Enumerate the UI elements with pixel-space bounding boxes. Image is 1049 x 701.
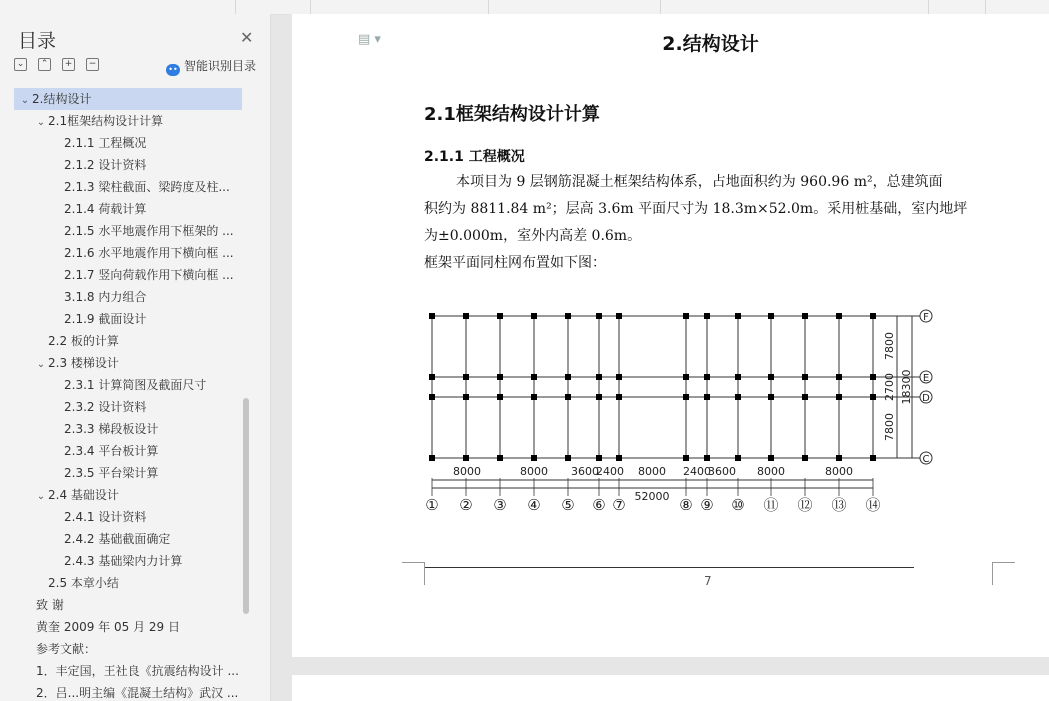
toc-item-label: 黄奎 2009 年 05 月 29 日 [36,620,180,634]
axis-number-bubble: ⑬ [831,496,847,514]
axis-number-bubble: ① [425,496,439,514]
column-marker [596,374,602,380]
axis-number-bubble: ⑭ [865,496,881,514]
toc-item-label: 2.1.6 水平地震作用下横向框 ... [64,246,234,260]
toc-item-label: 2.4.3 基础梁内力计算 [64,554,183,568]
column-marker [531,455,537,461]
axis-number-bubble: ③ [493,496,507,514]
toc-item-label: 2.1.9 截面设计 [64,312,147,326]
column-marker [768,455,774,461]
paragraph-line: 为±0.000m，室外内高差 0.6m。 [424,228,642,244]
column-marker [802,394,808,400]
close-icon[interactable]: ✕ [240,28,254,47]
axis-number-bubble: ⑤ [561,496,575,514]
toc-item-label: 2．吕...明主编《混凝土结构》武汉 ... [36,686,239,700]
column-marker [768,374,774,380]
bay-dimension-label: 2400 [683,465,711,478]
row-span-label: 2700 [883,373,896,401]
column-marker [429,394,435,400]
section-title: 2.1框架结构设计计算 [424,104,600,125]
toc-item-label: 2.1.3 梁柱截面、梁跨度及柱... [64,180,230,194]
column-marker [429,313,435,319]
column-marker [836,374,842,380]
axis-number-bubble: ④ [527,496,541,514]
toc-item-label: 3.1.8 内力组合 [64,290,147,304]
toc-item-label: 1．丰定国，王社良《抗震结构设计 ... [36,664,239,678]
column-marker [683,455,689,461]
row-axis-letter: D [922,393,930,404]
toc-item-label: 2.1框架结构设计计算 [48,114,164,128]
subsection-title: 2.1.1 工程概况 [424,149,525,165]
axis-number-bubble: ⑦ [612,496,626,514]
column-marker [497,455,503,461]
crop-mark [992,562,1015,585]
toc-item-label: 2.1.7 竖向荷载作用下横向框 ... [64,268,234,282]
smart-toc-label: 智能识别目录 [184,59,257,73]
column-marker [735,394,741,400]
column-marker [463,394,469,400]
column-marker [429,374,435,380]
column-marker [802,374,808,380]
bay-dimension-label: 8000 [825,465,853,478]
toc-item-label: 2.3.1 计算简图及截面尺寸 [64,378,207,392]
toc-item-label: 2.4 基础设计 [48,488,119,502]
column-marker [870,313,876,319]
row-axis-letter: C [922,454,930,465]
column-marker [531,394,537,400]
bay-dimension-label: 3600 [708,465,736,478]
bay-dimension-label: 2400 [596,465,624,478]
column-marker [802,455,808,461]
column-marker [616,374,622,380]
column-marker [616,313,622,319]
axis-number-bubble: ② [459,496,473,514]
column-marker [616,394,622,400]
column-marker [870,374,876,380]
column-marker [735,455,741,461]
column-marker [596,455,602,461]
column-marker [565,455,571,461]
column-marker [683,313,689,319]
toc-item-label: 2.5 本章小结 [48,576,119,590]
column-marker [463,374,469,380]
row-axis-letter: F [923,312,929,323]
axis-number-bubble: ⑨ [700,496,714,514]
column-marker [802,313,808,319]
bay-dimension-label: 8000 [453,465,481,478]
total-width-label: 18300 [900,369,913,405]
column-marker [531,374,537,380]
document-icon[interactable]: ▤ ▾ [358,32,381,47]
column-marker [768,313,774,319]
bay-dimension-label: 8000 [638,465,666,478]
chapter-title: 2.结构设计 [662,33,759,55]
column-marker [768,394,774,400]
toc-item-label: 2.1.1 工程概况 [64,136,147,150]
footer-rule [424,567,914,568]
column-marker [870,455,876,461]
column-marker [463,313,469,319]
add-heading-icon[interactable]: + [62,58,75,71]
column-marker [497,374,503,380]
chevron-down-icon[interactable]: ⌄ [36,491,46,502]
column-marker [565,394,571,400]
column-marker [497,394,503,400]
row-span-label: 7800 [883,332,896,360]
column-marker [704,313,710,319]
column-marker [429,455,435,461]
axis-number-bubble: ⑧ [679,496,693,514]
paragraph-line: 积约为 8811.84 m²；层高 3.6m 平面尺寸为 18.3m×52.0m。采用桩基础，室内地坪 [424,201,968,217]
column-marker [497,313,503,319]
row-span-label: 7800 [883,413,896,441]
toc-title: 目录 [18,30,57,52]
bay-dimension-label: 3600 [571,465,599,478]
bay-dimension-label: 8000 [757,465,785,478]
column-marker [565,313,571,319]
toc-item-label: 2.4.1 设计资料 [64,510,147,524]
column-marker [836,313,842,319]
toc-item-label: 2.4.2 基础截面确定 [64,532,171,546]
column-marker [683,374,689,380]
bay-dimension-label: 8000 [520,465,548,478]
column-marker [836,455,842,461]
column-marker [565,374,571,380]
axis-number-bubble: ⑩ [731,496,745,514]
column-marker [616,455,622,461]
chevron-down-icon[interactable]: ⌄ [36,117,46,128]
remove-heading-icon[interactable]: − [86,58,99,71]
row-axis-letter: E [922,373,930,384]
column-marker [596,394,602,400]
column-marker [704,394,710,400]
column-marker [704,455,710,461]
ai-icon: •• [166,64,180,76]
column-marker [596,313,602,319]
toc-item-label: 2.1.4 荷载计算 [64,202,147,216]
paragraph-line: 本项目为 9 层钢筋混凝土框架结构体系，占地面积约为 960.96 m²，总建筑面 [456,174,943,190]
column-marker [735,374,741,380]
column-marker [463,455,469,461]
toc-item-label: 2.2 板的计算 [48,334,119,348]
column-marker [836,394,842,400]
axis-number-bubble: ⑥ [592,496,606,514]
axis-number-bubble: ⑪ [763,496,779,514]
toc-item-label: 2.3 楼梯设计 [48,356,119,370]
column-marker [683,394,689,400]
toc-item-label: 2.1.2 设计资料 [64,158,147,172]
page-number: 7 [704,574,712,588]
column-marker [870,394,876,400]
column-marker [704,374,710,380]
toc-item-label: 2.1.5 水平地震作用下框架的 ... [64,224,234,238]
chevron-down-icon[interactable]: ⌄ [20,95,30,106]
collapse-all-icon[interactable]: ⌄ [14,58,27,71]
toc-item-label: 2.3.3 梯段板设计 [64,422,159,436]
toc-item-label: 2.3.2 设计资料 [64,400,147,414]
axis-number-bubble: ⑫ [797,496,813,514]
total-length-label: 52000 [634,490,670,503]
toc-item-label: 2.3.5 平台梁计算 [64,466,159,480]
paragraph-caption: 框架平面同柱网布置如下图： [424,255,606,271]
toc-item-label: 2.3.4 平台板计算 [64,444,159,458]
toc-item-label: 致 谢 [36,598,64,612]
column-marker [531,313,537,319]
chevron-down-icon[interactable]: ⌄ [36,359,46,370]
column-marker [735,313,741,319]
toc-item-label: 2.结构设计 [32,92,92,106]
expand-all-icon[interactable]: ⌃ [38,58,51,71]
toc-item-label: 参考文献： [36,642,97,656]
crop-mark [402,562,425,585]
